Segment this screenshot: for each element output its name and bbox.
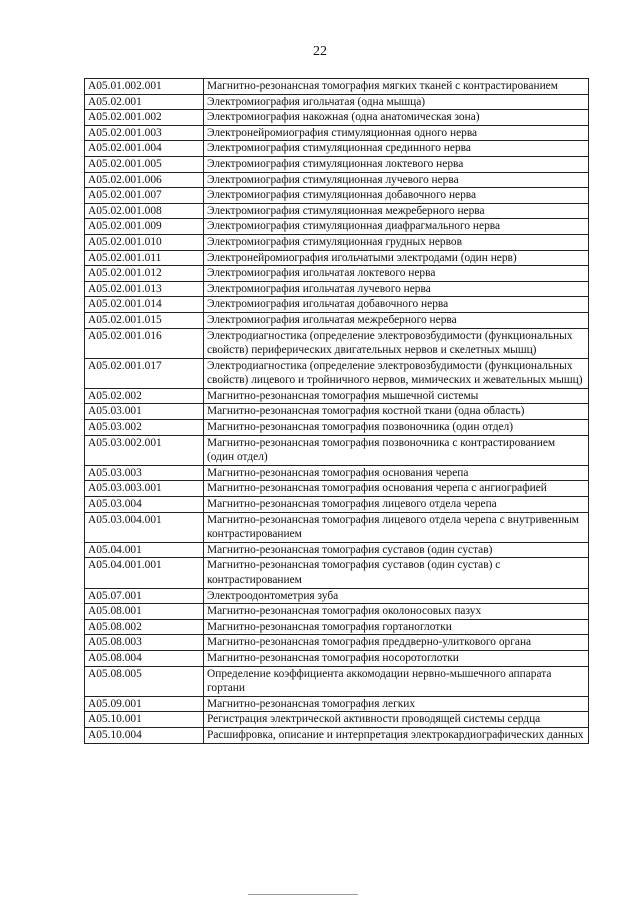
table-row <box>85 266 589 282</box>
table-row <box>85 542 589 558</box>
procedure-description: Электронейромиография игольчатыми электродами (один нерв) <box>204 250 589 266</box>
procedure-code: A05.02.001.007 <box>85 188 204 204</box>
procedure-code: A05.03.004.001 <box>85 512 204 542</box>
procedure-description: Магнитно-резонансная томография преддверно-улиткового органа <box>204 635 589 651</box>
procedure-code: A05.02.001.009 <box>85 219 204 235</box>
procedure-code: A05.02.001.012 <box>85 266 204 282</box>
procedure-description: Магнитно-резонансная томография лицевого отдела черепа с внутривенным контрастированием <box>204 512 589 542</box>
procedure-description: Магнитно-резонансная томография позвоночника (один отдел) <box>204 420 589 436</box>
table-row <box>85 219 589 235</box>
table-row <box>85 94 589 110</box>
procedure-description: Регистрация электрической активности проводящей системы сердца <box>204 712 589 728</box>
procedure-description: Магнитно-резонансная томография основания черепа с ангиографией <box>204 481 589 497</box>
procedure-description: Электромиография накожная (одна анатомическая зона) <box>204 110 589 126</box>
procedure-description: Электромиография стимуляционная лучевого нерва <box>204 172 589 188</box>
procedure-code: A05.02.001.006 <box>85 172 204 188</box>
procedure-code: A05.03.003 <box>85 465 204 481</box>
procedure-description: Электродиагностика (определение электровозбудимости (функциональных свойств) периферических двигательных нервов и скелетных мышц) <box>204 328 589 358</box>
procedure-code: A05.10.004 <box>85 727 204 743</box>
table-row <box>85 588 589 604</box>
table-row <box>85 727 589 743</box>
table-row <box>85 666 589 696</box>
procedure-code: A05.02.001.003 <box>85 125 204 141</box>
procedure-description: Магнитно-резонансная томография лицевого отдела черепа <box>204 497 589 513</box>
procedure-description: Магнитно-резонансная томография костной ткани (одна область) <box>204 404 589 420</box>
procedure-code: A05.02.001.002 <box>85 110 204 126</box>
procedure-description: Электромиография стимуляционная межреберного нерва <box>204 203 589 219</box>
procedure-description: Электромиография игольчатая локтевого нерва <box>204 266 589 282</box>
procedure-code: A05.08.001 <box>85 604 204 620</box>
procedure-code: A05.09.001 <box>85 696 204 712</box>
procedure-code: A05.10.001 <box>85 712 204 728</box>
procedure-description: Магнитно-резонансная томография легких <box>204 696 589 712</box>
procedure-description: Магнитно-резонансная томография околоносовых пазух <box>204 604 589 620</box>
procedure-code: A05.02.001 <box>85 94 204 110</box>
table-row <box>85 635 589 651</box>
procedure-description: Электромиография игольчатая (одна мышца) <box>204 94 589 110</box>
table-row <box>85 141 589 157</box>
procedure-description: Электромиография стимуляционная диафрагмального нерва <box>204 219 589 235</box>
table-row <box>85 619 589 635</box>
procedure-description: Электронейромиография стимуляционная одного нерва <box>204 125 589 141</box>
procedure-code: A05.03.004 <box>85 497 204 513</box>
procedure-description: Электромиография стимуляционная добавочного нерва <box>204 188 589 204</box>
procedure-code: A05.02.001.015 <box>85 312 204 328</box>
procedure-description: Магнитно-резонансная томография мягких тканей с контрастированием <box>204 79 589 95</box>
procedure-code: A05.08.002 <box>85 619 204 635</box>
procedure-code: A05.03.001 <box>85 404 204 420</box>
table-row <box>85 497 589 513</box>
table-row <box>85 404 589 420</box>
procedure-code: A05.02.001.013 <box>85 281 204 297</box>
procedure-code: A05.03.003.001 <box>85 481 204 497</box>
procedure-code: A05.02.001.004 <box>85 141 204 157</box>
procedure-description: Магнитно-резонансная томография суставов (один сустав) <box>204 542 589 558</box>
procedure-description: Магнитно-резонансная томография гортаноглотки <box>204 619 589 635</box>
procedure-code: A05.03.002 <box>85 420 204 436</box>
procedure-table-body <box>85 79 589 744</box>
table-row <box>85 358 589 388</box>
table-row <box>85 420 589 436</box>
procedure-description: Магнитно-резонансная томография основания черепа <box>204 465 589 481</box>
procedure-description: Магнитно-резонансная томография позвоночника с контрастированием (один отдел) <box>204 435 589 465</box>
procedure-table <box>84 78 589 744</box>
procedure-code: A05.03.002.001 <box>85 435 204 465</box>
procedure-description: Магнитно-резонансная томография мышечной системы <box>204 388 589 404</box>
table-row <box>85 481 589 497</box>
table-row <box>85 604 589 620</box>
procedure-code: A05.02.001.005 <box>85 156 204 172</box>
table-row <box>85 512 589 542</box>
table-row <box>85 465 589 481</box>
procedure-description: Электроодонтометрия зуба <box>204 588 589 604</box>
procedure-code: A05.08.004 <box>85 650 204 666</box>
procedure-code: A05.02.001.017 <box>85 358 204 388</box>
table-row <box>85 712 589 728</box>
procedure-code: A05.02.001.011 <box>85 250 204 266</box>
procedure-code: A05.01.002.001 <box>85 79 204 95</box>
procedure-description: Электромиография игольчатая межреберного нерва <box>204 312 589 328</box>
table-row <box>85 435 589 465</box>
table-row <box>85 203 589 219</box>
procedure-description: Электромиография стимуляционная срединного нерва <box>204 141 589 157</box>
procedure-description: Электродиагностика (определение электровозбудимости (функциональных свойств) лицевого и тройничного нервов, мимических и жевательных мышц) <box>204 358 589 388</box>
table-row <box>85 250 589 266</box>
procedure-code: A05.02.001.010 <box>85 234 204 250</box>
procedure-code: A05.07.001 <box>85 588 204 604</box>
procedure-description: Электромиография стимуляционная локтевого нерва <box>204 156 589 172</box>
procedure-description: Магнитно-резонансная томография носоротоглотки <box>204 650 589 666</box>
bottom-divider <box>248 894 358 895</box>
procedure-description: Расшифровка, описание и интерпретация электрокардиографических данных <box>204 727 589 743</box>
procedure-description: Электромиография стимуляционная грудных нервов <box>204 234 589 250</box>
procedure-description: Определение коэффициента аккомодации нервно-мышечного аппарата гортани <box>204 666 589 696</box>
procedure-code: A05.04.001 <box>85 542 204 558</box>
table-row <box>85 388 589 404</box>
table-row <box>85 281 589 297</box>
table-row <box>85 696 589 712</box>
table-row <box>85 328 589 358</box>
table-row <box>85 156 589 172</box>
procedure-code: A05.04.001.001 <box>85 558 204 588</box>
procedure-code: A05.02.002 <box>85 388 204 404</box>
page-number: 22 <box>313 44 327 59</box>
table-row <box>85 125 589 141</box>
table-row <box>85 558 589 588</box>
table-row <box>85 234 589 250</box>
procedure-code: A05.02.001.008 <box>85 203 204 219</box>
procedure-description: Электромиография игольчатая добавочного нерва <box>204 297 589 313</box>
procedure-code: A05.02.001.014 <box>85 297 204 313</box>
procedure-description: Магнитно-резонансная томография суставов (один сустав) с контрастированием <box>204 558 589 588</box>
procedure-code: A05.08.003 <box>85 635 204 651</box>
table-row <box>85 79 589 95</box>
table-row <box>85 172 589 188</box>
procedure-description: Электромиография игольчатая лучевого нерва <box>204 281 589 297</box>
table-row <box>85 312 589 328</box>
procedure-code: A05.08.005 <box>85 666 204 696</box>
table-row <box>85 188 589 204</box>
procedure-code: A05.02.001.016 <box>85 328 204 358</box>
table-row <box>85 110 589 126</box>
table-row <box>85 297 589 313</box>
table-row <box>85 650 589 666</box>
